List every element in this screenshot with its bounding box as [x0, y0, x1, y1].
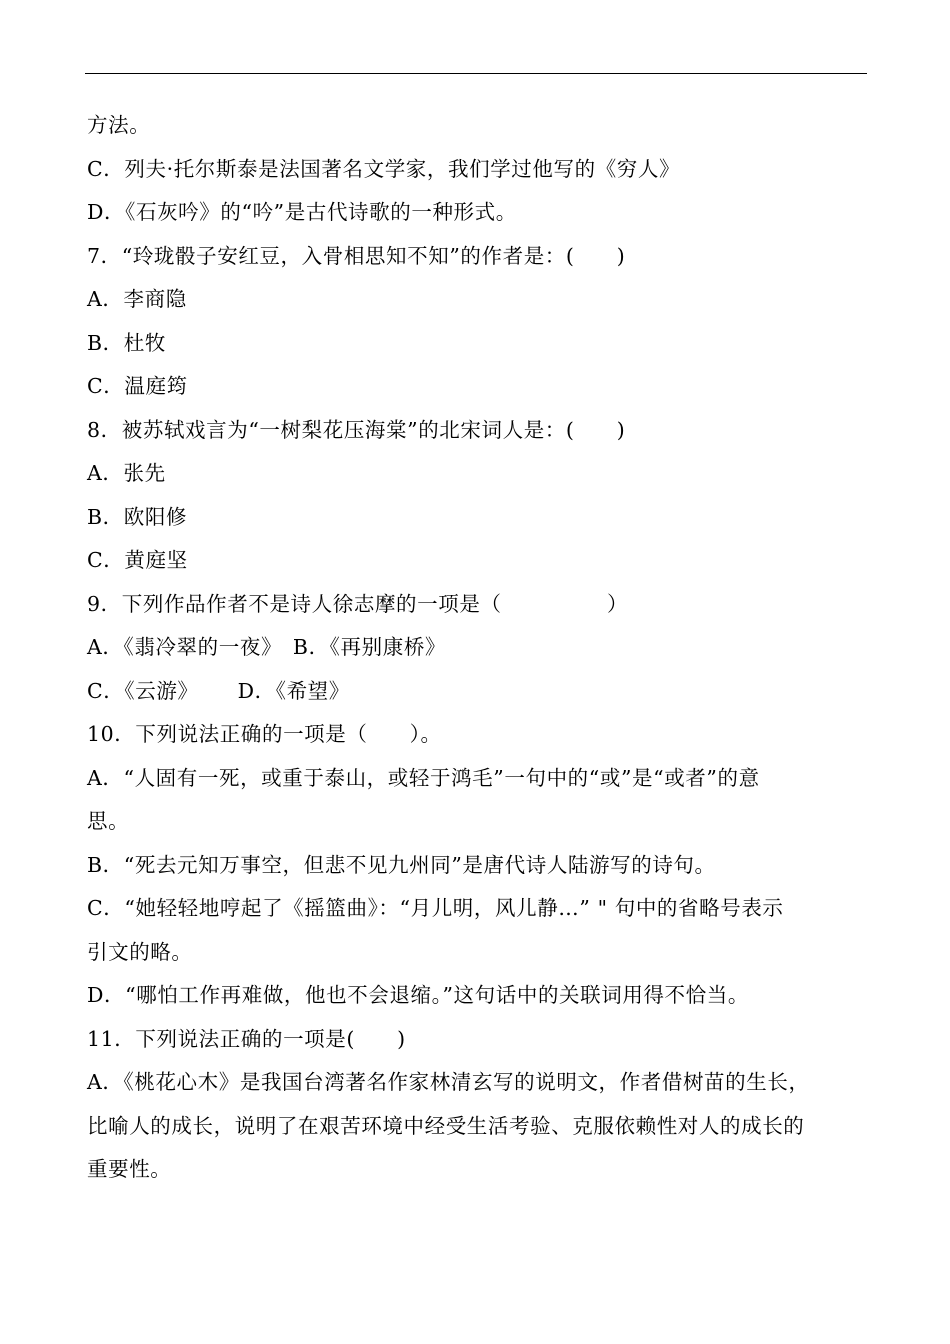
option-line: A．张先 [87, 461, 166, 485]
option-line: D．“哪怕工作再难做，他也不会退缩。”这句话中的关联词用得不恰当。 [87, 983, 749, 1007]
option-line: B．“死去元知万事空，但悲不见九州同”是唐代诗人陆游写的诗句。 [87, 852, 716, 877]
option-continuation: 引文的略。 [87, 939, 193, 964]
option-line: A．《翡冷翠的一夜》 B．《再别康桥》 [87, 635, 447, 659]
question-11: 11．下列说法正确的一项是( ) [87, 1026, 406, 1051]
question-8: 8．被苏轼戏言为“一树梨花压海棠”的北宋词人是：( ) [87, 417, 626, 442]
text-line: 方法。 [87, 113, 151, 137]
option-line: C．《云游》 D．《希望》 [87, 678, 350, 703]
option-line: B．欧阳修 [87, 504, 188, 529]
option-line: D．《石灰吟》的“吟”是古代诗歌的一种形式。 [87, 200, 517, 224]
option-line: C．“她轻轻地哼起了《摇篮曲》：“月儿明，风儿静…” " 句中的省略号表示 [87, 896, 784, 920]
header-rule [85, 73, 867, 74]
option-continuation: 比喻人的成长，说明了在艰苦环境中经受生活考验、克服依赖性对人的成长的 [87, 1113, 805, 1138]
option-line: A．《桃花心木》是我国台湾著名作家林清玄写的说明文，作者借树苗的生长， [87, 1070, 810, 1094]
option-line: C．温庭筠 [87, 374, 188, 398]
option-line: B．杜牧 [87, 330, 166, 355]
document-body [87, 104, 862, 1192]
option-continuation: 思。 [87, 809, 130, 833]
question-10: 10．下列说法正确的一项是（ ）。 [87, 722, 442, 746]
option-line: C．黄庭坚 [87, 548, 188, 572]
option-line: A．李商隐 [87, 287, 187, 311]
option-continuation: 重要性。 [87, 1157, 172, 1181]
question-9: 9．下列作品作者不是诗人徐志摩的一项是（ ） [87, 591, 629, 616]
option-line: A．“人固有一死，或重于泰山，或轻于鸿毛”一句中的“或”是“或者”的意 [87, 765, 760, 790]
question-7: 7．“玲珑骰子安红豆，入骨相思知不知”的作者是：( ) [87, 243, 626, 268]
option-line: C．列夫·托尔斯泰是法国著名文学家，我们学过他写的《穷人》 [87, 156, 681, 181]
